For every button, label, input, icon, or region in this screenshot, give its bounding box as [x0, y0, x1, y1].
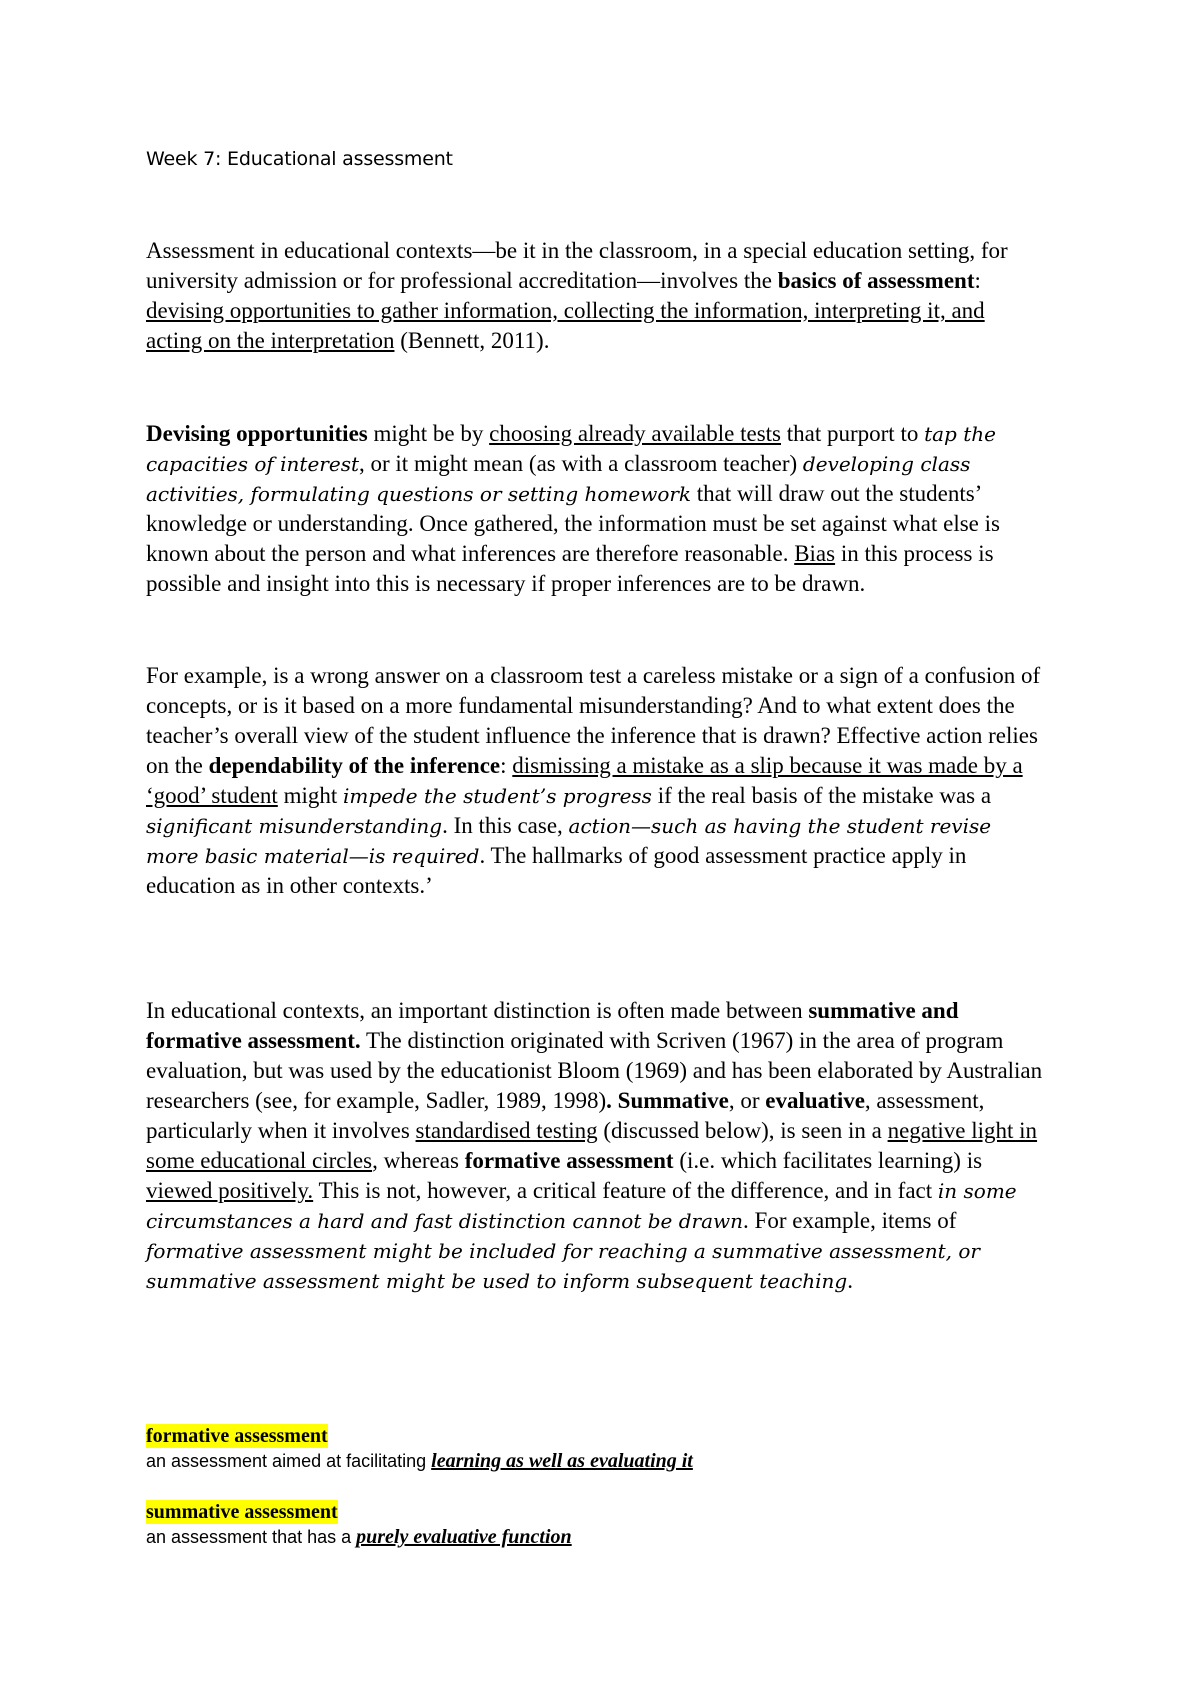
bold-term: summative and formative assessment. — [146, 998, 959, 1053]
text-run: an assessment that has a — [146, 1527, 357, 1547]
underlined-phrase: dismissing a mistake as a slip because it was made by a ‘good’ student — [146, 753, 1023, 808]
glossary-term: formative assessment — [146, 1425, 328, 1447]
bold-term: evaluative — [765, 1088, 865, 1113]
bold-term: . Summative — [606, 1088, 729, 1113]
bold-term: Devising opportunities — [146, 421, 368, 446]
text-run: This is not, however, a critical feature of the difference, and in fact — [313, 1178, 938, 1203]
citation: (Bennett, 2011). — [394, 328, 550, 353]
text-run: . In this case, — [442, 813, 569, 838]
text-run: that will draw out the students’ knowledge or understanding. Once gathered, the information must be set against what else is known about the person and what inferences are therefore reasonable. — [146, 481, 1000, 566]
glossary-definition — [146, 1524, 1046, 1550]
underlined-phrase: viewed positively. — [146, 1178, 314, 1203]
underlined-phrase: negative light in some educational circles — [146, 1118, 1038, 1173]
text-run: that purport to — [781, 421, 925, 446]
underlined-phrase: devising opportunities to gather information, collecting the information, interpreting it, and acting on the interpretation — [146, 298, 985, 353]
underlined-phrase: choosing already available tests — [489, 421, 781, 446]
glossary-term: summative assessment — [146, 1501, 338, 1523]
italic-phrase: formative assessment might be included for reaching a summative assessment, or summative assessment might be used to inform subsequent teaching — [146, 1239, 980, 1293]
text-run: . For example, items of — [743, 1208, 957, 1233]
text-run: : — [974, 268, 981, 293]
emphasized-phrase: learning as well as evaluating it — [431, 1450, 693, 1472]
text-run: , or — [728, 1088, 766, 1113]
italic-phrase: action—such as having the student revise more basic material—is required — [146, 814, 992, 868]
bold-term: formative assessment — [464, 1148, 674, 1173]
text-run: Assessment in educational contexts—be it in the classroom, in a special education setting, for university admission or for professional accreditation—involves the — [146, 238, 1008, 293]
italic-phrase: significant misunderstanding — [146, 814, 443, 838]
text-run: : — [500, 753, 513, 778]
paragraph-assessment-basics — [146, 236, 1046, 356]
text-run: In educational contexts, an important distinction is often made between — [146, 998, 809, 1023]
glossary-entry-formative — [146, 1424, 1046, 1474]
italic-phrase: tap the capacities of interest — [146, 422, 996, 476]
text-run: , assessment, particularly when it involves — [146, 1088, 985, 1143]
text-run: The distinction originated with Scriven (1967) in the area of program evaluation, but was used by the educationist Bloom (1969) and has been elaborated by Australian researchers (see, for example, Sadler, 1989, 1998) — [146, 1028, 1043, 1113]
italic-phrase: in some circumstances a hard and fast distinction cannot be drawn — [146, 1179, 1017, 1233]
text-run: if the real basis of the mistake was a — [651, 783, 992, 808]
text-run: , whereas — [372, 1148, 465, 1173]
italic-phrase: impede the student’s progress — [342, 784, 652, 808]
page-title: Week 7: Educational assessment — [146, 148, 453, 170]
text-run: For example, is a wrong answer on a classroom test a careless mistake or a sign of a confusion of concepts, or is it based on a more fundamental misunderstanding? And to what extent does the teacher’s overall view of the student influence the inference that is drawn? Effective action relies on the — [146, 663, 1041, 778]
bold-term: basics of assessment — [777, 268, 975, 293]
text-run: might — [277, 783, 343, 808]
italic-phrase: developing class activities, formulating questions or setting homework — [146, 452, 971, 506]
paragraph-summative-formative — [146, 996, 1046, 1296]
glossary-definition — [146, 1448, 1046, 1474]
bold-term: dependability of the inference — [208, 753, 501, 778]
text-run: might be by — [367, 421, 490, 446]
text-run: (i.e. which facilitates learning) is — [673, 1148, 983, 1173]
underlined-phrase: standardised testing — [415, 1118, 598, 1143]
paragraph-devising-opportunities — [146, 419, 1046, 599]
paragraph-example — [146, 661, 1046, 901]
emphasized-phrase: purely evaluative function — [356, 1526, 572, 1548]
text-run: . The hallmarks of good assessment practice apply in education as in other contexts.’ — [146, 843, 967, 898]
text-run: , or it might mean (as with a classroom teacher) — [359, 451, 803, 476]
underlined-phrase: Bias — [794, 541, 836, 566]
text-run: in this process is possible and insight into this is necessary if proper inferences are to be drawn. — [146, 541, 994, 596]
glossary-entry-summative — [146, 1500, 1046, 1550]
text-run: an assessment aimed at facilitating — [146, 1451, 432, 1471]
text-run: . — [847, 1268, 853, 1293]
text-run: (discussed below), is seen in a — [597, 1118, 888, 1143]
